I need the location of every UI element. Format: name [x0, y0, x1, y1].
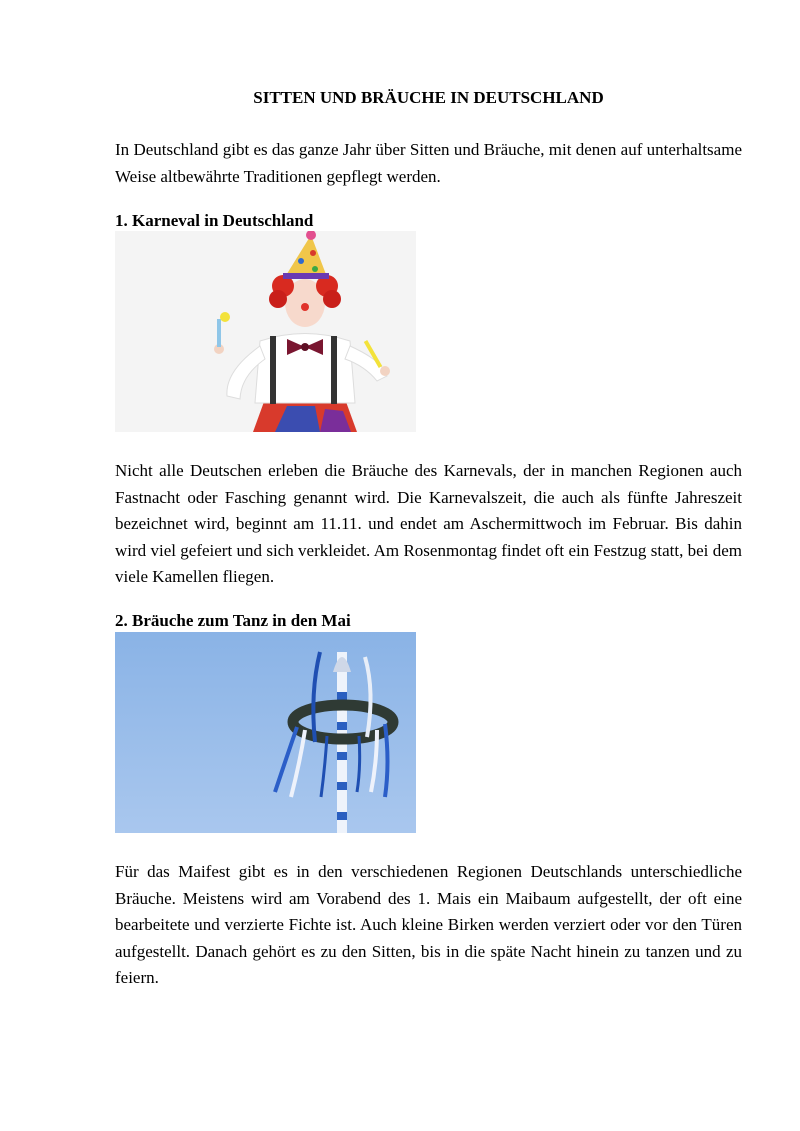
section-heading-karneval: 1. Karneval in Deutschland: [115, 211, 314, 230]
section-heading-mai: 2. Bräuche zum Tanz in den Mai: [115, 611, 351, 630]
mai-paragraph: Für das Maifest gibt es in den verschiedenen Regionen Deutschlands unterschiedliche Bräuche. Meistens wird am Vorabend des 1. Mais ein Maibaum aufgestellt, der oft eine bearbeitete und verzierte Fichte ist. Auch kleine Birken werden verziert oder vor den Türen aufgestellt. Danach gehört es zu den Sitten, bis in die späte Nacht hinein zu tanzen und zu feiern.: [115, 862, 742, 987]
page-title: SITTEN UND BRÄUCHE IN DEUTSCHLAND: [253, 88, 604, 107]
intro-paragraph: In Deutschland gibt es das ganze Jahr über Sitten und Bräuche, mit denen auf unterhaltsame Weise altbewährte Traditionen gepflegt werden.: [115, 140, 742, 186]
karneval-paragraph: Nicht alle Deutschen erleben die Bräuche des Karnevals, der in manchen Regionen auch Fastnacht oder Fasching genannt wird. Die Karnevalszeit, die auch als fünfte Jahreszeit bezeichnet wird, beginnt am 11.11. und endet am Aschermittwoch im Februar. Bis dahin wird viel gefeiert und sich verkleidet. Am Rosenmontag findet oft ein Festzug statt, bei dem viele Kamellen fliegen.: [115, 461, 742, 586]
maypole-photo: [115, 632, 416, 833]
clown-photo: [115, 231, 416, 432]
